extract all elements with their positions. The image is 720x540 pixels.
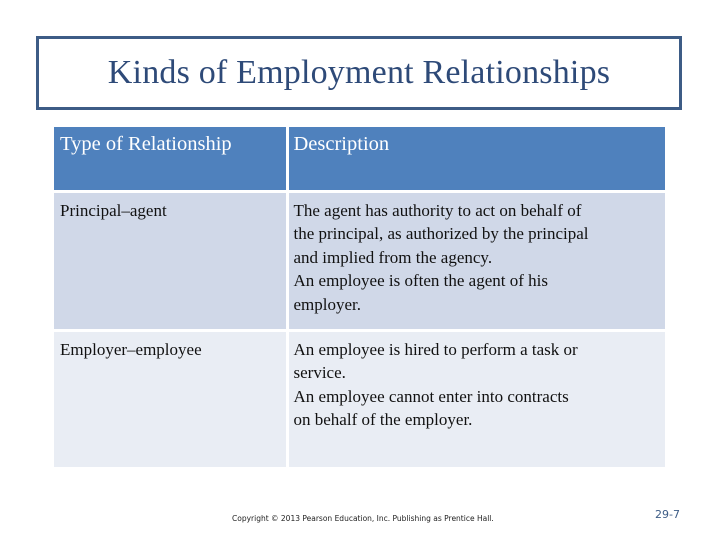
description-cell	[287, 330, 665, 467]
copyright-footer: Copyright © 2013 Pearson Education, Inc. Publishing as Prentice Hall.	[232, 514, 494, 523]
description-line: The agent has authority to act on behalf of	[293, 200, 582, 220]
description-line: service.	[293, 363, 346, 382]
relationship-type-cell: Principal–agent	[54, 191, 287, 330]
description-line: An employee is often the agent of his	[293, 271, 548, 290]
description-line: An employee is hired to perform a task or	[293, 339, 578, 359]
title-box	[36, 36, 682, 110]
header-description: Description	[287, 127, 665, 191]
description-line: on behalf of the employer.	[293, 410, 473, 429]
relationships-table	[54, 127, 665, 467]
table-header-row	[54, 127, 665, 191]
slide-title: Kinds of Employment Relationships	[107, 54, 611, 91]
page-number: 29-7	[655, 508, 680, 521]
description-line: the principal, as authorized by the principal	[293, 224, 589, 243]
description-line: employer.	[293, 294, 362, 314]
table-row	[54, 330, 665, 467]
header-type-of-relationship: Type of Relationship	[54, 127, 287, 191]
table-row	[54, 191, 665, 330]
description-line: and implied from the agency.	[293, 247, 493, 267]
description-cell	[287, 191, 665, 330]
relationship-type-cell: Employer–employee	[54, 330, 287, 467]
description-line: An employee cannot enter into contracts	[293, 386, 569, 406]
